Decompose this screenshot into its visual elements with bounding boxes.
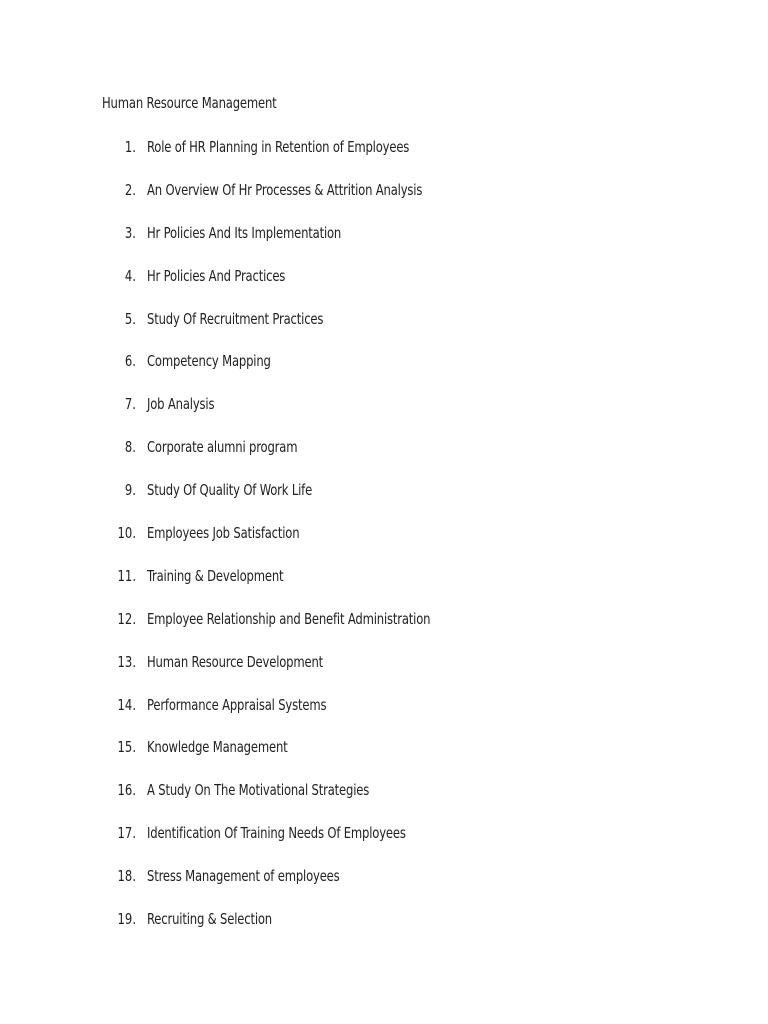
list-item-number: 6. — [124, 352, 136, 371]
list-item-number: 3. — [124, 223, 136, 242]
document-title: Human Resource Management — [102, 94, 277, 112]
list-item — [0, 608, 768, 651]
list-item-text: Study Of Quality Of Work Life — [147, 481, 313, 500]
list-item-text: Recruiting & Selection — [147, 910, 272, 929]
list-item — [0, 179, 768, 222]
list-item-number: 14. — [117, 695, 136, 714]
list-item — [0, 136, 768, 179]
list-item — [0, 350, 768, 393]
list-item-text: Role of HR Planning in Retention of Employees — [147, 138, 410, 156]
list-item-text: Identification Of Training Needs Of Employees — [147, 824, 406, 843]
list-item-text: A Study On The Motivational Strategies — [147, 781, 370, 800]
list-item-text: Hr Policies And Practices — [147, 266, 286, 285]
list-item-text: Corporate alumni program — [147, 438, 298, 457]
list-item-number: 18. — [117, 867, 136, 886]
list-item-text: Performance Appraisal Systems — [147, 695, 327, 714]
list-item-number: 5. — [124, 309, 136, 328]
list-item — [0, 265, 768, 308]
list-item-text: An Overview Of Hr Processes & Attrition Analysis — [147, 180, 423, 199]
list-item — [0, 393, 768, 436]
list-item — [0, 779, 768, 822]
list-item — [0, 694, 768, 737]
list-item-number: 13. — [117, 652, 136, 671]
list-item-number: 10. — [117, 524, 136, 543]
topic-list — [0, 136, 768, 951]
list-item-number: 11. — [117, 566, 136, 585]
list-item — [0, 565, 768, 608]
list-item-text: Employee Relationship and Benefit Administration — [147, 609, 431, 628]
list-item — [0, 222, 768, 265]
list-item — [0, 651, 768, 694]
list-item — [0, 908, 768, 951]
list-item-text: Hr Policies And Its Implementation — [147, 223, 342, 242]
list-item-number: 15. — [117, 738, 136, 757]
list-item-text: Study Of Recruitment Practices — [147, 309, 324, 328]
list-item-number: 17. — [117, 824, 136, 843]
list-item-number: 16. — [117, 781, 136, 800]
list-item-text: Knowledge Management — [147, 738, 288, 757]
list-item-text: Stress Management of employees — [147, 867, 340, 886]
list-item — [0, 522, 768, 565]
list-item-number: 7. — [124, 395, 136, 414]
list-item-text: Job Analysis — [147, 395, 215, 414]
list-item-text: Human Resource Development — [147, 652, 324, 671]
list-item-number: 8. — [124, 438, 136, 457]
list-item — [0, 736, 768, 779]
list-item-number: 19. — [117, 910, 136, 929]
list-item-number: 2. — [124, 180, 136, 199]
list-item — [0, 308, 768, 351]
list-item-number: 1. — [124, 138, 136, 156]
list-item — [0, 865, 768, 908]
list-item-text: Training & Development — [147, 566, 284, 585]
list-item-text: Employees Job Satisfaction — [147, 524, 300, 543]
list-item-number: 12. — [117, 609, 136, 628]
list-item — [0, 822, 768, 865]
list-item — [0, 479, 768, 522]
list-item-text: Competency Mapping — [147, 352, 271, 371]
list-item — [0, 436, 768, 479]
list-item-number: 9. — [124, 481, 136, 500]
list-item-number: 4. — [124, 266, 136, 285]
